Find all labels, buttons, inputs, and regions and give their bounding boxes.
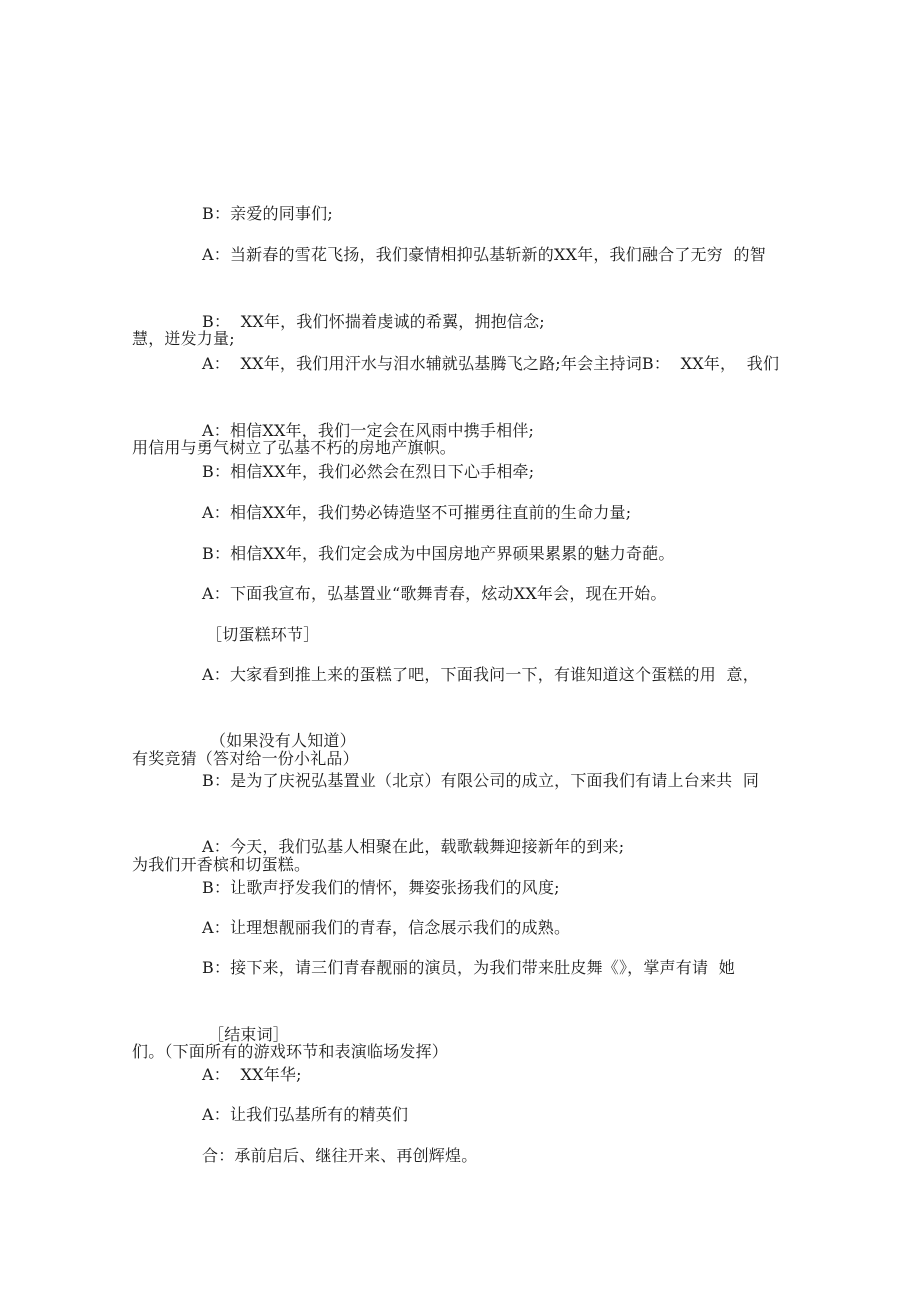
text-line: A：下面我宣布，弘基置业“歌舞青春，炫动XX年会，现在开始。: [202, 584, 667, 603]
text-line: 用信用与勇气树立了弘基不朽的房地产旗帜。: [132, 438, 457, 457]
text-line: A：相信XX年，我们一定会在风雨中携手相伴;: [202, 421, 535, 440]
text-line: 有奖竞猜（答对给一份小礼品）: [132, 749, 359, 768]
text-line: A：相信XX年，我们势必铸造坚不可摧勇往直前的生命力量;: [202, 503, 632, 522]
text-line: A： XX年，我们用汗水与泪水辅就弘基腾飞之路;年会主持词B： XX年， 我们: [202, 354, 780, 373]
text-line: A：让理想靓丽我们的青春，信念展示我们的成熟。: [202, 918, 571, 937]
text-line: A：让我们弘基所有的精英们: [202, 1105, 409, 1124]
text-line: 们。（下面所有的游戏环节和表演临场发挥）: [132, 1042, 449, 1061]
text-line: A：大家看到推上来的蛋糕了吧，下面我问一下，有谁知道这个蛋糕的用 意，: [202, 665, 759, 684]
text-line: A：当新春的雪花飞扬，我们豪情相抑弘基斩新的XX年，我们融合了无穷 的智: [202, 245, 766, 264]
text-line: B：是为了庆祝弘基置业（北京）有限公司的成立，下面我们有请上台来共 同: [202, 771, 760, 790]
paragraph-together: [132, 1086, 782, 1226]
text-line: 合：承前启后、继往开来、再创辉煌。: [202, 1146, 478, 1165]
text-line: B：接下来，请三们青春靓丽的演员，为我们带来肚皮舞《》，掌声有请 她: [202, 958, 735, 977]
text-line: 慧，迸发力量;: [132, 329, 235, 348]
text-line: A：今天，我们弘基人相聚在此，载歌载舞迎接新年的到来;: [202, 837, 625, 856]
text-line: B：亲爱的同事们;: [202, 204, 333, 223]
text-line: B：相信XX年，我们定会成为中国房地产界硕果累累的魅力奇葩。: [202, 544, 675, 563]
text-line: B：相信XX年，我们必然会在烈日下心手相牵;: [202, 462, 535, 481]
section-title: ［切蛋糕环节］: [206, 625, 320, 644]
text-line: A： XX年华;: [202, 1065, 302, 1084]
text-line: B： XX年，我们怀揣着虔诚的希翼，拥抱信念;: [202, 312, 545, 331]
section-title: ［结束词］: [208, 1025, 290, 1044]
text-line: B：让歌声抒发我们的情怀，舞姿张扬我们的风度;: [202, 878, 560, 897]
text-line: （如果没有人知道）: [210, 731, 356, 750]
text-line: 为我们开香槟和切蛋糕。: [132, 855, 311, 874]
